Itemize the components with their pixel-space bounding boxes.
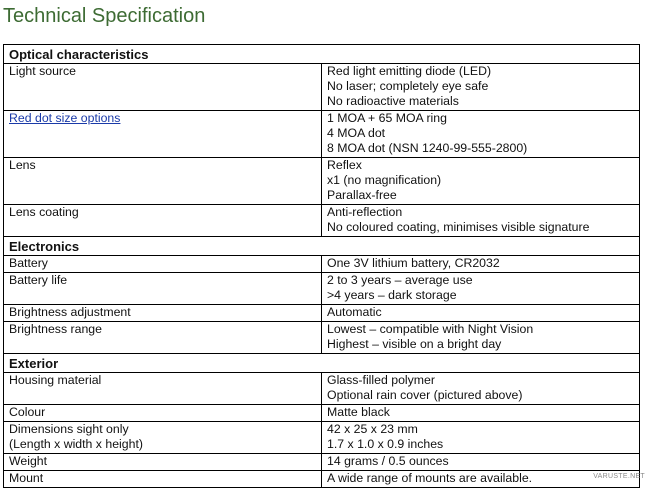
table-row (4, 256, 640, 273)
spec-value-line: 14 grams / 0.5 ounces (327, 454, 449, 468)
table-row (4, 273, 640, 305)
page-title: Technical Specification (3, 5, 206, 27)
spec-value-line: Optional rain cover (pictured above) (327, 388, 523, 402)
table-row (4, 454, 640, 471)
spec-label: Lens coating (9, 205, 79, 219)
spec-label: Housing material (9, 373, 102, 387)
spec-label-cell (4, 158, 322, 205)
spec-value-line: x1 (no magnification) (327, 173, 442, 187)
spec-label-cell (4, 64, 322, 111)
spec-value-line: A wide range of mounts are available. (327, 471, 533, 485)
spec-label-cell (4, 454, 322, 471)
spec-value-cell (322, 273, 640, 305)
spec-value-cell (322, 471, 640, 488)
spec-label: Brightness range (9, 322, 102, 336)
spec-label: Weight (9, 454, 48, 468)
section-heading: Optical characteristics (4, 45, 640, 64)
spec-value-line: No coloured coating, minimises visible signature (327, 220, 590, 234)
section-heading: Electronics (4, 237, 640, 256)
table-row (4, 373, 640, 405)
spec-label: Battery (9, 256, 48, 270)
spec-label-cell (4, 405, 322, 422)
spec-label-line: (Length x width x height) (9, 437, 143, 451)
spec-value-line: Highest – visible on a bright day (327, 337, 502, 351)
spec-value-line: No radioactive materials (327, 94, 459, 108)
spec-label: Mount (9, 471, 44, 485)
table-row (4, 64, 640, 111)
spec-table-body (4, 45, 640, 488)
spec-value-line: >4 years – dark storage (327, 288, 457, 302)
table-row (4, 158, 640, 205)
table-row (4, 405, 640, 422)
spec-value-line: 8 MOA dot (NSN 1240-99-555-2800) (327, 141, 528, 155)
spec-value-line: Matte black (327, 405, 390, 419)
spec-value-line: No laser; completely eye safe (327, 79, 489, 93)
spec-label-cell (4, 422, 322, 454)
spec-label-line: Dimensions sight only (9, 422, 129, 436)
spec-value-line: 1.7 x 1.0 x 0.9 inches (327, 437, 444, 451)
spec-value-cell (322, 322, 640, 354)
section-heading: Exterior (4, 354, 640, 373)
spec-table (3, 44, 640, 488)
section-header-row (4, 45, 640, 64)
spec-value-cell (322, 405, 640, 422)
spec-value-line: Automatic (327, 305, 382, 319)
spec-label: Battery life (9, 273, 68, 287)
section-header-row (4, 237, 640, 256)
spec-label-cell (4, 205, 322, 237)
spec-label: Lens (9, 158, 36, 172)
spec-value-line: 2 to 3 years – average use (327, 273, 473, 287)
spec-value-line: One 3V lithium battery, CR2032 (327, 256, 500, 270)
section-header-row (4, 354, 640, 373)
spec-label-cell (4, 305, 322, 322)
spec-label: Brightness adjustment (9, 305, 131, 319)
spec-label-cell (4, 471, 322, 488)
spec-value-line: Reflex (327, 158, 362, 172)
spec-value-line: 1 MOA + 65 MOA ring (327, 111, 447, 125)
spec-value-cell (322, 422, 640, 454)
spec-value-cell (322, 111, 640, 158)
spec-value-cell (322, 454, 640, 471)
spec-value-line: Anti-reflection (327, 205, 403, 219)
spec-value-cell (322, 158, 640, 205)
spec-value-cell (322, 256, 640, 273)
spec-label-cell (4, 373, 322, 405)
spec-label-cell (4, 111, 322, 158)
spec-label-cell (4, 273, 322, 305)
table-row (4, 205, 640, 237)
spec-label-cell (4, 322, 322, 354)
table-row (4, 322, 640, 354)
table-row (4, 471, 640, 488)
spec-label: Colour (9, 405, 46, 419)
spec-value-cell (322, 305, 640, 322)
table-row (4, 111, 640, 158)
spec-value-line: Lowest – compatible with Night Vision (327, 322, 534, 336)
spec-value-line: Glass-filled polymer (327, 373, 435, 387)
spec-label-link[interactable]: Red dot size options (9, 111, 121, 125)
watermark: VARUSTE.NET (593, 473, 645, 480)
table-row (4, 305, 640, 322)
spec-value-cell (322, 64, 640, 111)
spec-value-cell (322, 373, 640, 405)
spec-label: Light source (9, 64, 76, 78)
table-row (4, 422, 640, 454)
spec-label-cell (4, 256, 322, 273)
spec-value-line: 4 MOA dot (327, 126, 386, 140)
spec-value-line: Red light emitting diode (LED) (327, 64, 492, 78)
spec-value-line: 42 x 25 x 23 mm (327, 422, 418, 436)
spec-value-line: Parallax-free (327, 188, 397, 202)
spec-value-cell (322, 205, 640, 237)
